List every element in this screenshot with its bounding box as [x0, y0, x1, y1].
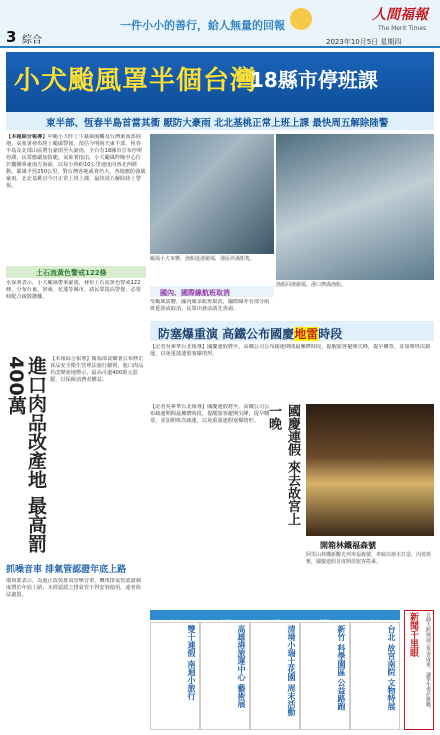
newspaper-logo: 人間福報 [372, 7, 428, 23]
harbor-photo [150, 134, 274, 254]
issue-date: 2023年10月5日 星期四 [326, 38, 402, 46]
holiday-headline-post: 時段 [318, 327, 343, 341]
side-item-2-title: 進口肉品改產地 最高罰400萬 [5, 356, 47, 553]
right-box-title: 新聞千里眼 [408, 612, 418, 657]
headline-side: 18縣市停班課 [250, 68, 378, 92]
side-item-1-body: 水保署表示，小犬颱風帶來豪雨，發布土石流黃色警戒122條，分布台東、屏東、花蓮等縣市，請民眾提高警覺，必要時配合疏散撤離。 [6, 280, 141, 300]
right-box-body: 台師大跨域展示學習成果，讓學生勇於挑戰。 [425, 612, 431, 712]
subheadline: 東半部、恆春半島首當其衝 厭防大豪雨 北北基桃正常上班上課 最快周五解除陸警 [46, 118, 389, 129]
slogan: 一件小小的善行，給人無量的回報 [120, 19, 285, 32]
train-caption: 阿里山林鐵新觀光列車福森號，車廂以檜木打造，內裝典雅，國慶連假首度開放旅客搭乘。 [306, 552, 432, 565]
travel-story-body: 【記者吳素華台北報導】國慶連假將至，高鐵公司公布疏運期間最擁擠時段，提醒旅客避開尖峰，提早購票，並加開班次疏運，以免重演連假塞爆情形。 [150, 404, 270, 424]
sub-story-title: 國內、國際線航班取消 [160, 289, 230, 297]
lead-story-text: 中颱小犬昨上午暴風圈觸及台灣東南部陸地，氣象署發布陸上颱風警報，預估今明兩天東半部、恆春半島及北部山區將有豪雨至大豪雨，全台有18縣市宣布停班停課，民眾應嚴加防範。氣象署指出，小犬颱風昨晚中心位於鵝鑾鼻東南方海面，以每小時約10公里速度向西北西移動，暴風半徑250公里，對台灣各地威脅仍大，各地應防強風豪雨。北北基桃宜今日正常上班上課，最快周五解除陸上警報。 [6, 134, 146, 189]
train-photo [306, 404, 434, 536]
side-item-3-body: 環境部表示，為遏止改裝排氣管噪音車，機車排氣管認證制度將於年底上路，未經認證之排氣管不得安裝使用，違者依法處罰。 [6, 578, 141, 598]
lead-story-byline: 【本報綜合報導】 [6, 134, 48, 140]
side-item-2-body: 【本報綜合報導】衛福部食藥署公布修正食品安全衛生管理法施行細則，進口肉品若改變產地標示，最高可處400萬元罰鍰，以保障消費者權益。 [50, 356, 144, 383]
headline-main: 小犬颱風罩半個台灣 [14, 66, 258, 96]
region-strip [150, 610, 400, 620]
holiday-headline [158, 325, 342, 342]
side-item-1-title: 土石流黃色警戒122條 [36, 269, 107, 277]
bottom-item-4: 新竹 科學園區 公益路跑 [300, 622, 350, 730]
harbor-photo-2 [276, 134, 434, 280]
newspaper-logo-sub: The Merit Times [378, 25, 427, 32]
photo-caption-2: 漁船回港避風，港口擠滿漁船。 [276, 282, 347, 288]
page-section: 綜合 [22, 35, 42, 46]
holiday-story-body: 【記者吳素華台北報導】國慶連假將至，高鐵公司公布疏運期間最擁擠時段，提醒旅客避開尖峰，提早購票，並加開班次疏運，以免重演連假塞爆情形。 [150, 344, 431, 357]
page-number: 3 [6, 28, 17, 46]
side-item-3-title: 抓噪音車 排氣管認證年底上路 [6, 565, 127, 575]
bottom-item-5: 台北 故宮南院 文物特展 [350, 622, 400, 730]
travel-story-title: 國慶連假 來去故宮上一晚 [266, 404, 300, 526]
sun-icon [290, 8, 312, 30]
train-caption-title: 開箱林鐵福森號 [320, 541, 376, 550]
bottom-item-1: 雙十連假 南迴小旅行 [150, 622, 200, 730]
holiday-headline-pre: 防塞爆重演 高鐵公布國慶 [158, 327, 295, 341]
bottom-item-3: 清境小瑞士花園 周末活動 [250, 622, 300, 730]
photo-caption: 颱風小犬來襲，漁船進港避風，港區停滿船隻。 [150, 256, 256, 262]
bottom-item-2: 高雄港旅運中心 藝術展 [200, 622, 250, 730]
lead-story-body [6, 134, 146, 264]
holiday-headline-mark: 地雷 [294, 327, 319, 341]
sub-story-body: 受颱風影響，國內線多航班取消，國際線亦有部分航班延誤或取消，民眾出發前請先查詢。 [150, 299, 270, 312]
